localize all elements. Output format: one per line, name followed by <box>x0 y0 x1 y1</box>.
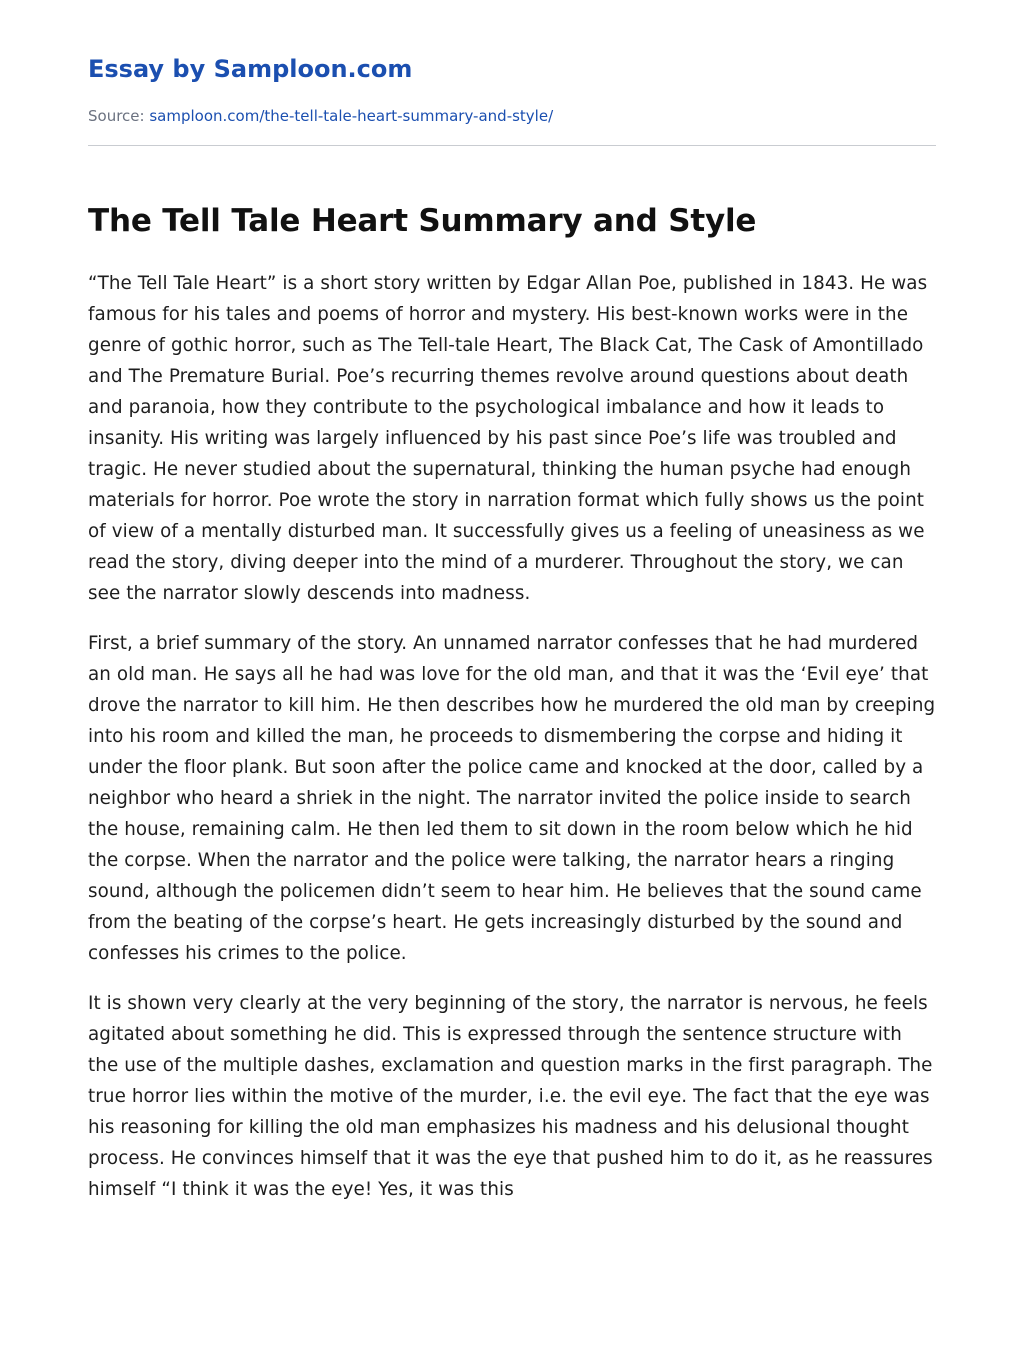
paragraph-2: First, a brief summary of the story. An unnamed narrator confesses that he had murdered an old man. He says all he had was love for the old man, and that it was the ‘Evil eye’ that drove the narrator to kill him. He then describes how he murdered the old man by creeping into his room and killed the man, he proceeds to dismembering the corpse and hiding it under the floor plank. But soon after the police came and knocked at the door, called by a neighbor who heard a shriek in the night. The narrator invited the police inside to search the house, remaining calm. He then led them to sit down in the room below which he hid the corpse. When the narrator and the police were talking, the narrator hears a ringing sound, although the policemen didn’t seem to hear him. He believes that the sound came from the beating of the corpse’s heart. He gets increasingly disturbed by the sound and confesses his crimes to the police. <box>88 633 936 964</box>
site-brand[interactable]: Essay by Samploon.com <box>88 55 413 83</box>
source-label: Source: <box>88 107 145 125</box>
essay-body <box>88 268 936 1224</box>
paragraph-3: It is shown very clearly at the very beginning of the story, the narrator is nervous, he feels agitated about something he did. This is expressed through the sentence structure with the use of the multiple dashes, exclamation and question marks in the first paragraph. The true horror lies within the motive of the murder, i.e. the evil eye. The fact that the eye was his reasoning for killing the old man emphasizes his madness and his delusional thought process. He convinces himself that it was the eye that pushed him to do it, as he reassures himself “I think it was the eye! Yes, it was this <box>88 993 933 1200</box>
header-divider <box>88 145 936 146</box>
paragraph-1: “The Tell Tale Heart” is a short story written by Edgar Allan Poe, published in 1843. He was famous for his tales and poems of horror and mystery. His best-known works were in the genre of gothic horror, such as The Tell-tale Heart, The Black Cat, The Cask of Amontillado and The Premature Burial. Poe’s recurring themes revolve around questions about death and paranoia, how they contribute to the psychological imbalance and how it leads to insanity. His writing was largely influenced by his past since Poe’s life was troubled and tragic. He never studied about the supernatural, thinking the human psyche had enough materials for horror. Poe wrote the story in narration format which fully shows us the point of view of a mentally disturbed man. It successfully gives us a feeling of uneasiness as we read the story, diving deeper into the mind of a murderer. Throughout the story, we can see the narrator slowly descends into madness. <box>88 273 928 604</box>
essay-title: The Tell Tale Heart Summary and Style <box>88 203 757 239</box>
source-line <box>88 107 553 125</box>
source-link[interactable]: samploon.com/the-tell-tale-heart-summary-and-style/ <box>149 107 554 125</box>
